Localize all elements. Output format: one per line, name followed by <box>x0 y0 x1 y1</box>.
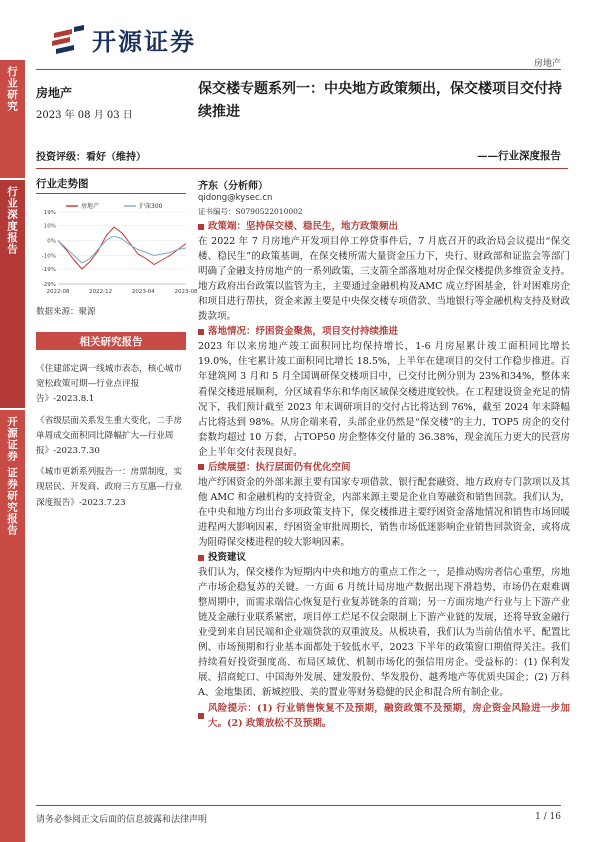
chart-legend-label: 沪深300 <box>139 203 163 210</box>
body-paragraph: 地产纾困资金的外部来源主要有国家专项借款、银行配套融资、地方政府专门款项以及其他 AMC 和金融机构的支持资金，内部来源主要是企业自筹融资和销售回款。我们认为，在中央和地方均出台多项政策支持下，保交楼推进主要纾困资金落地情况和销售市场回暖进程两大影响因素，纾困资金审批周期长，销售市场低迷影响企业销售回款资金，或将成为阻碍保交楼进程的较大影响因素。 <box>198 476 570 548</box>
section-heading <box>198 701 570 731</box>
chart-legend-label: 房地产 <box>81 203 100 210</box>
bullet-square-icon <box>198 713 204 719</box>
analyst-certificate: 证书编号：S0790522010002 <box>198 207 303 216</box>
section-heading <box>198 550 570 565</box>
investment-rating: 投资评级：看好（维持） <box>36 152 146 163</box>
report-body <box>198 219 570 731</box>
related-reports-list <box>36 362 188 517</box>
header-sector-tag: 房地产 <box>533 59 561 69</box>
chart-y-tick-label: -19% <box>41 267 56 273</box>
report-title: 保交楼专题系列一：中央地方政策频出，保交楼项目交付持续推进 <box>198 81 562 120</box>
chart-data-source: 数据来源：聚源 <box>36 307 96 317</box>
section-heading-text: 政策端：坚持保交楼、稳民生，地方政策频出 <box>208 221 399 232</box>
trend-title-rule <box>36 193 186 194</box>
related-reports-heading: 相关研究报告 <box>36 332 186 350</box>
chart-y-tick-label: 10% <box>43 223 56 230</box>
strip-section-industry-research <box>0 60 25 178</box>
chart-x-tick-label: 2022-12 <box>89 289 113 295</box>
strip-section-kysec <box>0 410 25 842</box>
section-heading <box>198 460 570 475</box>
section-heading <box>198 324 570 339</box>
trend-chart-svg <box>36 200 198 300</box>
chart-x-tick-label: 2022-08 <box>46 289 70 295</box>
body-paragraph: 2023 年以来房地产竣工面积同比均保持增长，1-6 月房屋累计竣工面积同比增长19.0%，住宅累计竣工面积同比增长 18.5%，上半年在建项目的交付工作稳步推进。百年建筑网 3 月和 5 月全国调研保交楼项目中，已交付比例分别为 23%和34%，整体来看保交楼进展顺利，分区域看华东和华南区域保交楼进度较快。在工程建设资金充足的情况下，我们预计截至 2023 年末调研项目的交付占比将达到 76%，截至 2024 年末降幅占比将达到 98%。从房企端来看，头部企业仍然是“保交楼”的主力，TOP5 房企的交付套数均超过 10 万套，占TOP50 房企整体交付量的 36.38%，现金流压力更大的民营房企上半年交付表现良好。 <box>198 341 570 458</box>
footer-disclaimer: 请务必参阅正文后面的信息披露和法律声明 <box>36 815 208 825</box>
section-heading-text: 落地情况：纾困资金聚焦，项目交付持续推进 <box>208 326 399 338</box>
logo-mark-icon <box>50 25 86 55</box>
header-rule <box>36 69 561 70</box>
analyst-email[interactable]: qidong@kysec.cn <box>198 193 273 203</box>
related-report-link[interactable]: 《住建部定调一线城市表态，核心城市宽松政策可期—行业点评报告》-2023.8.1 <box>36 364 183 405</box>
strip-label: 行业深度报告 <box>6 186 18 255</box>
page-number: 1 / 16 <box>535 812 561 822</box>
chart-y-tick-label: -10% <box>41 253 56 260</box>
analyst-name: 齐东（分析师） <box>198 181 268 192</box>
bullet-square-icon <box>198 329 204 335</box>
bullet-square-icon <box>198 224 204 230</box>
chart-x-tick-label: 2023-04 <box>131 289 155 295</box>
side-strip <box>0 60 25 842</box>
report-date: 2023 年 08 月 03 日 <box>36 110 133 121</box>
strip-label: 行业研究 <box>6 66 18 112</box>
section-heading-text: 后续展望：执行层面仍有优化空间 <box>208 461 351 473</box>
bullet-square-icon <box>198 555 204 561</box>
bullet-square-icon <box>198 464 204 470</box>
chart-x-tick-label: 2023-08 <box>174 289 198 295</box>
section-heading-text: 风险提示：(1) 行业销售恢复不及预期，融资政策不及预期，房企资金风险进一步加大。(2) 政策放松不及预期。 <box>208 702 570 729</box>
chart-series-line <box>58 236 186 263</box>
company-logo <box>50 22 196 57</box>
report-type: ——行业深度报告 <box>477 150 561 162</box>
strip-label: 开源证券 证券研究报告 <box>6 416 18 536</box>
section-heading <box>198 219 570 234</box>
chart-y-tick-label: -29% <box>41 282 56 288</box>
footer-rule <box>36 805 561 806</box>
body-paragraph: 我们认为，保交楼作为短期内中央和地方的重点工作之一，是推动购房者信心重塑，房地产市场企稳复苏的关键。一方面 6 月统计局房地产数据出现下滑趋势，市场仍在艰难调整周期中，而需求端信心恢复是行业复苏链条的首端；另一方面房地产行业与上下游产业链及金融行业联系紧密，项目停工烂尾不仅会限制上下游产业链的发展，还将导致金融行业受到来自居民端和企业端贷款的双重波及。从板块看，我们认为当前估值水平、配置比例、市场预期和行业基本面都处于较低水平，2023 下半年的政策窗口期值得关注。我们持续看好投资强度高、布局区域优、机制市场化的强信用房企。受益标的：(1) 保利发展、招商蛇口、中国海外发展、建发股份、华发股份、越秀地产等优质央国企；(2) 万科 A、金地集团、新城控股、美的置业等财务稳健的民企和混合所有制企业。 <box>198 567 570 699</box>
strip-section-deep-report <box>0 180 25 408</box>
sector-label: 房地产 <box>36 86 73 100</box>
related-report-link[interactable]: 《城市更新系列报告一：房票制度，实现居民、开发商、政府三方互惠—行业深度报告》-2023.7.23 <box>36 467 183 508</box>
body-paragraph: 在 2022 年 7 月房地产开发项目停工停贷事件后，7 月底召开的政治局会议提出“保交楼、稳民生”的政策基调，在保交楼所需大量资金压力下，央行、财政部和证监会等部门明确了金融支持房地产的一系列政策，三支箭全部落地对房企保交楼提供多维资金支持。地方政府出台政策以监管为主，主要通过金融机构及AMC 成立纾困基金，针对困难房企和项目进行帮扶，资金来源主要是中央保交楼专项借款、当地银行等金融机构支持及财政拨款项。 <box>198 236 570 323</box>
title-divider <box>36 168 568 169</box>
trend-chart-title: 行业走势图 <box>36 178 89 190</box>
related-report-link[interactable]: 《省级层面关系发生重大变化，二手房单周成交面积同比降幅扩大—行业周报》-2023.7.30 <box>36 415 183 457</box>
logo-text: 开源证券 <box>92 28 196 56</box>
section-heading-text: 投资建议 <box>208 552 247 564</box>
trend-chart <box>36 200 198 300</box>
chart-y-tick-label: 19% <box>43 210 56 216</box>
chart-series-line <box>58 227 186 269</box>
chart-y-tick-label: 0% <box>47 238 56 245</box>
